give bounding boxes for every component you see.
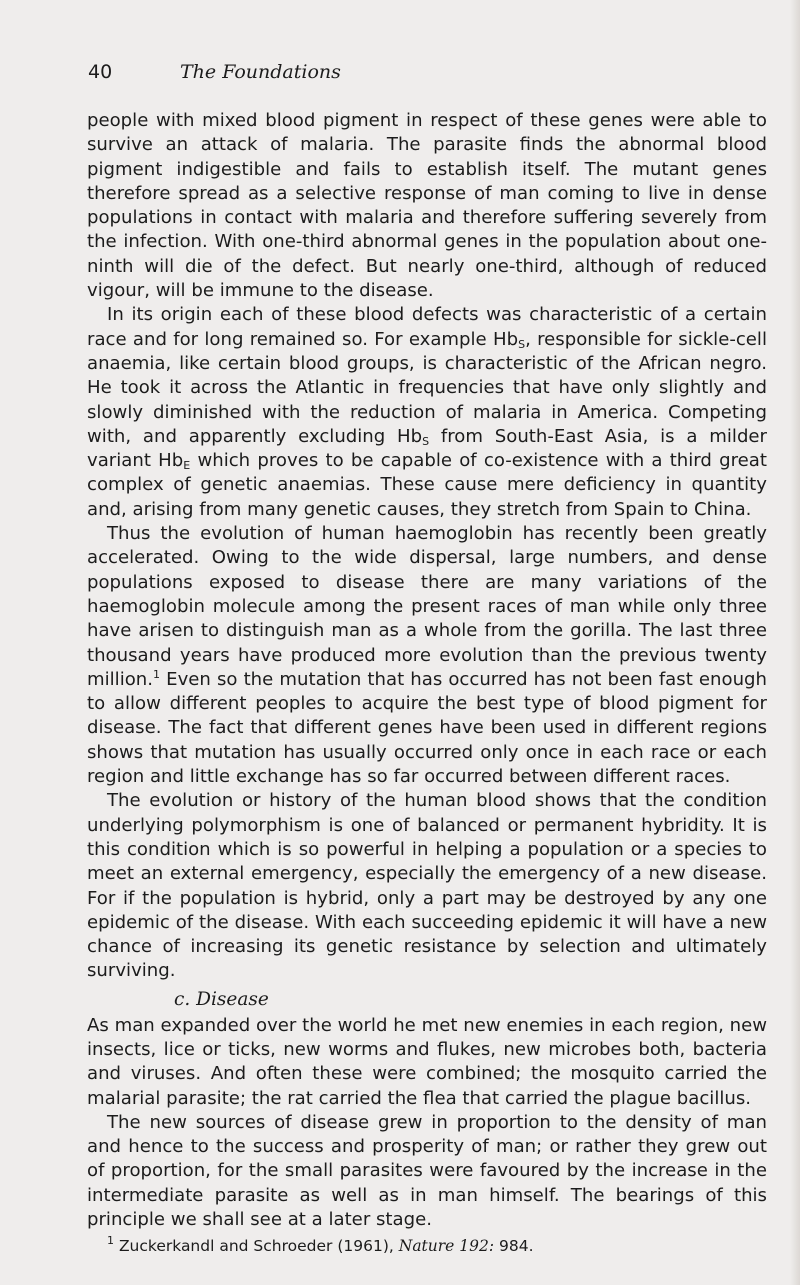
footnote-marker: 1 xyxy=(107,1234,114,1248)
footnote-journal: Nature 192: xyxy=(398,1237,495,1256)
paragraph-text: The evolution or history of the human blood shows that the condition underlying polymorphism is one of balanced or permanent hybridity. It is this condition which is so powerful in helping a population or a species to meet an external emergency, especially the emergency of a new disease. For if the population is hybrid, only a part may be destroyed by any one epidemic of the disease. With each succeeding epidemic it will have a new chance of increasing its genetic resistance by selection and ultimately surviving. xyxy=(87,790,767,982)
footnote xyxy=(107,1235,767,1257)
paragraph xyxy=(87,303,767,522)
page-number: 40 xyxy=(88,61,113,83)
subscript: E xyxy=(183,459,191,473)
paragraph xyxy=(87,1111,767,1232)
subscript: S xyxy=(422,434,430,448)
paragraph-text: Even so the mutation that has occurred has not been fast enough to allow different peoples to acquire the best type of blood pigment for disease. The fact that different genes have been used in different regions shows that mutation has usually occurred only once in each race or each region and little exchange has so far occurred between different races. xyxy=(87,668,767,788)
section-heading: c. Disease xyxy=(174,988,269,1010)
paragraph xyxy=(87,109,767,303)
page-body xyxy=(87,109,767,1257)
paragraph-text: , responsible for sickle-cell anaemia, like certain blood groups, is characteristic of the African negro. He took it across the Atlantic in frequencies that have only slightly and slowly diminished with the reduction of malaria in America. Competing with, and apparently excluding Hb xyxy=(87,328,767,447)
page-edge-shadow xyxy=(790,0,800,1285)
page-header xyxy=(88,60,770,84)
footnote-reference: 1 xyxy=(153,667,161,681)
paragraph-text: As man expanded over the world he met new enemies in each region, new insects, lice or ticks, new worms and flukes, new microbes both, bacteria and viruses. And often these were combined; the mosquito carried the malarial parasite; the rat carried the flea that carried the plague bacillus. xyxy=(87,1014,767,1109)
paragraph xyxy=(87,522,767,789)
paragraph-text: Thus the evolution of human haemoglobin has recently been greatly accelerated. Owing to the wide dispersal, large numbers, and dense populations exposed to disease there are many variations of the haemoglobin molecule among the present races of man while only three have arisen to distinguish man as a whole from the gorilla. The last three thousand years have produced more evolution than the previous twenty million. xyxy=(87,523,767,690)
paragraph-text: which proves to be capable of co-existence with a third great complex of genetic anaemias. These cause mere deficiency in quantity and, arising from many genetic causes, they stretch from Spain to China. xyxy=(87,450,767,520)
paragraph-text: people with mixed blood pigment in respect of these genes were able to survive an attack of malaria. The parasite finds the abnormal blood pigment indigestible and fails to establish itself. The mutant genes therefore spread as a selective response of man coming to live in dense populations in contact with malaria and therefore suffering severely from the infection. With one-third abnormal genes in the population about one-ninth will die of the defect. But nearly one-third, although of reduced vigour, will be immune to the disease. xyxy=(87,110,767,302)
footnote-text: Zuckerkandl and Schroeder (1961), xyxy=(118,1237,394,1256)
footnote-page: 984. xyxy=(499,1237,534,1256)
paragraph xyxy=(87,1014,767,1111)
paragraph-text: In its origin each of these blood defects was characteristic of a certain race and for long remained so. For example Hb xyxy=(87,304,767,350)
paragraph-text: from South-East Asia, is a milder variant Hb xyxy=(87,425,767,472)
paragraph-text: The new sources of disease grew in proportion to the density of man and hence to the success and prosperity of man; or rather they grew out of proportion, for the small parasites were favoured by the increase in the intermediate parasite as well as in man himself. The bearings of this principle we shall see at a later stage. xyxy=(87,1111,767,1231)
paragraph xyxy=(87,789,767,983)
subscript: S xyxy=(518,337,526,351)
running-title: The Foundations xyxy=(180,61,341,83)
